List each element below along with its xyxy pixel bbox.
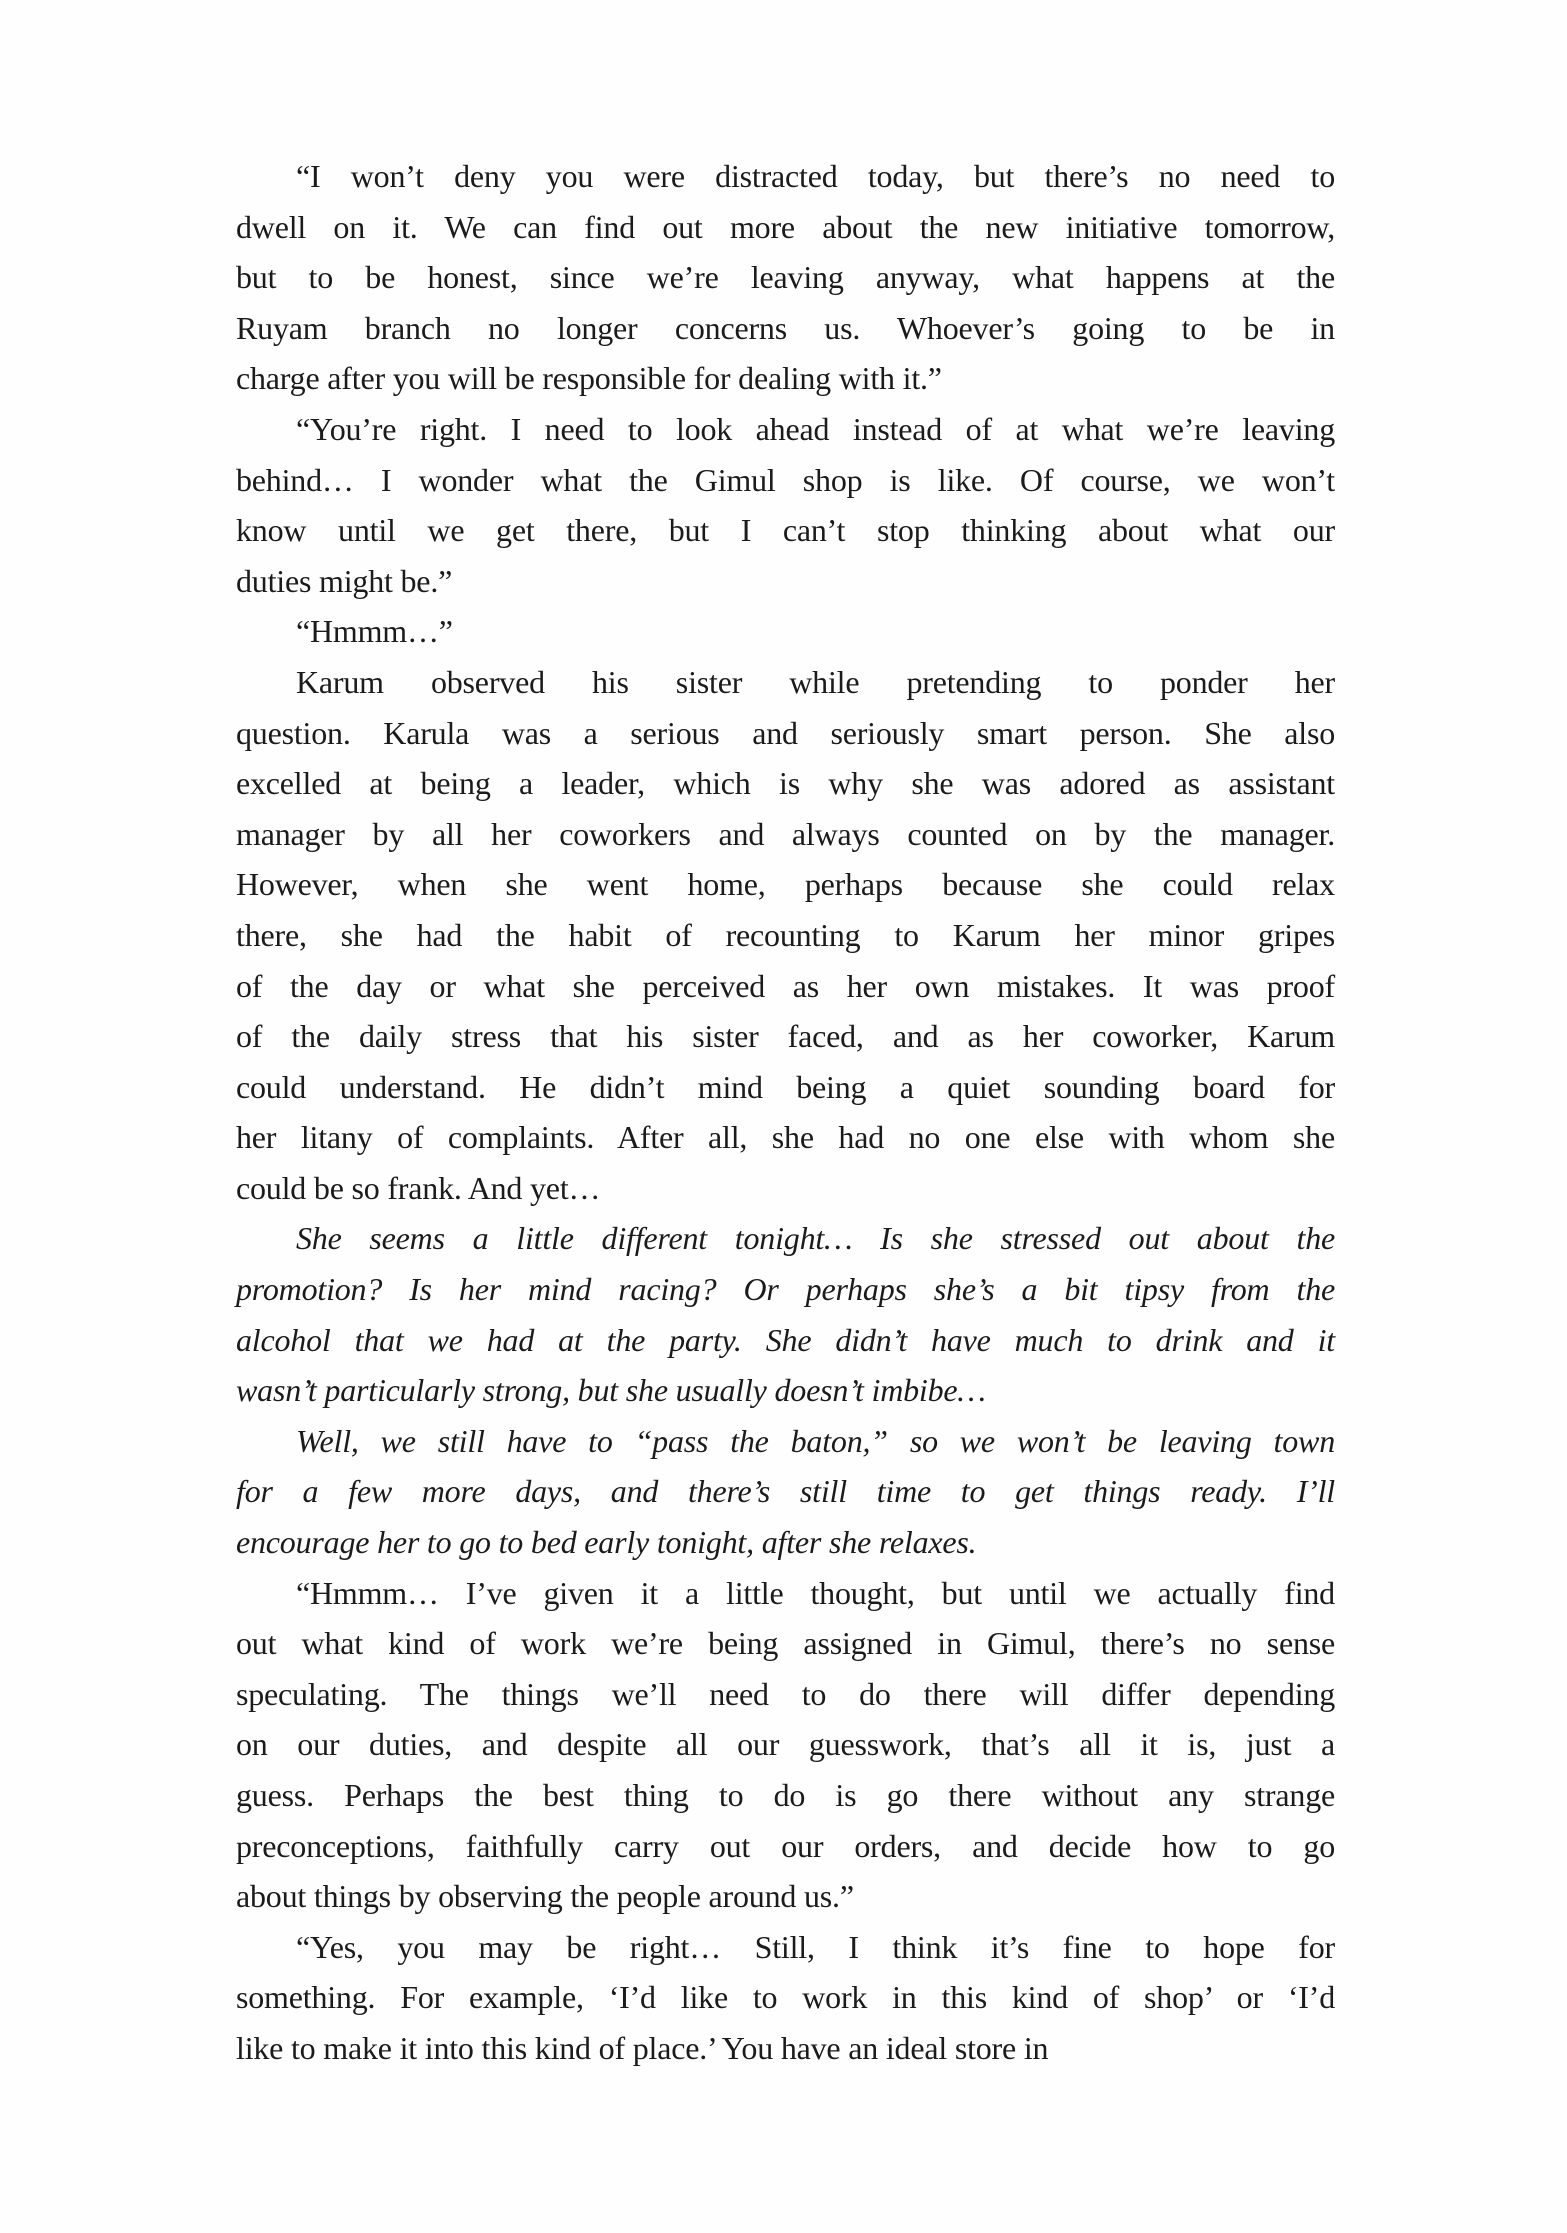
text-line: Ruyam branch no longer concerns us. Whoever’s going to be in (236, 309, 1335, 346)
text-line: question. Karula was a serious and seriously smart person. She also (236, 714, 1335, 751)
text-line: “Hmmm…” (296, 613, 453, 650)
text-line: speculating. The things we’ll need to do there will differ depending (236, 1675, 1335, 1712)
text-line: manager by all her coworkers and always counted on by the manager. (236, 815, 1335, 852)
text-line: could be so frank. And yet… (236, 1169, 601, 1206)
text-line: encourage her to go to bed early tonight, after she relaxes. (236, 1524, 977, 1561)
text-line: of the day or what she perceived as her own mistakes. It was proof (236, 967, 1335, 1004)
text-line: “Hmmm… I’ve given it a little thought, but until we actually find (296, 1574, 1335, 1611)
text-line: out what kind of work we’re being assigned in Gimul, there’s no sense (236, 1625, 1335, 1662)
text-line: She seems a little different tonight… Is she stressed out about the (296, 1220, 1335, 1257)
text-line: Well, we still have to “pass the baton,” so we won’t be leaving town (296, 1422, 1335, 1459)
page-text (236, 151, 1335, 2074)
text-line: Karum observed his sister while pretending to ponder her (296, 663, 1335, 700)
text-line: promotion? Is her mind racing? Or perhaps she’s a bit tipsy from the (236, 1271, 1335, 1308)
text-line: something. For example, ‘I’d like to work in this kind of shop’ or ‘I’d (236, 1979, 1335, 2016)
text-line: However, when she went home, perhaps because she could relax (236, 866, 1335, 903)
paragraph (236, 657, 1335, 1214)
paragraph (236, 1568, 1335, 1922)
text-line: her litany of complaints. After all, she had no one else with whom she (236, 1119, 1335, 1156)
text-line: about things by observing the people around us.” (236, 1878, 854, 1915)
text-line: could understand. He didn’t mind being a quiet sounding board for (236, 1068, 1335, 1105)
paragraph (236, 404, 1335, 606)
paragraph (236, 606, 1335, 657)
text-line: wasn’t particularly strong, but she usually doesn’t imbibe… (236, 1372, 986, 1409)
text-line: preconceptions, faithfully carry out our orders, and decide how to go (236, 1827, 1335, 1864)
text-line: of the daily stress that his sister faced, and as her coworker, Karum (236, 1018, 1335, 1055)
text-line: “Yes, you may be right… Still, I think it’s fine to hope for (296, 1928, 1335, 1965)
text-line: duties might be.” (236, 562, 453, 599)
text-line: there, she had the habit of recounting to Karum her minor gripes (236, 916, 1335, 953)
text-line: on our duties, and despite all our guesswork, that’s all it is, just a (236, 1726, 1335, 1763)
text-line: know until we get there, but I can’t stop thinking about what our (236, 512, 1335, 549)
text-line: dwell on it. We can find out more about the new initiative tomorrow, (236, 208, 1335, 245)
text-line: guess. Perhaps the best thing to do is go there without any strange (236, 1777, 1335, 1813)
paragraph (236, 1922, 1335, 2074)
text-line: alcohol that we had at the party. She didn’t have much to drink and it (236, 1321, 1335, 1358)
text-line: for a few more days, and there’s still time to get things ready. I’ll (236, 1473, 1335, 1510)
paragraph (236, 1416, 1335, 1568)
text-line: but to be honest, since we’re leaving anyway, what happens at the (236, 259, 1335, 296)
paragraph (236, 1213, 1335, 1415)
text-line: like to make it into this kind of place.’ You have an ideal store in (236, 2029, 1049, 2066)
text-line: excelled at being a leader, which is why she was adored as assistant (236, 765, 1335, 802)
text-line: behind… I wonder what the Gimul shop is like. Of course, we won’t (236, 461, 1335, 498)
text-line: “You’re right. I need to look ahead instead of at what we’re leaving (296, 410, 1335, 447)
text-line: “I won’t deny you were distracted today, but there’s no need to (296, 158, 1335, 194)
text-line: charge after you will be responsible for dealing with it.” (236, 360, 942, 397)
paragraph (236, 151, 1335, 404)
